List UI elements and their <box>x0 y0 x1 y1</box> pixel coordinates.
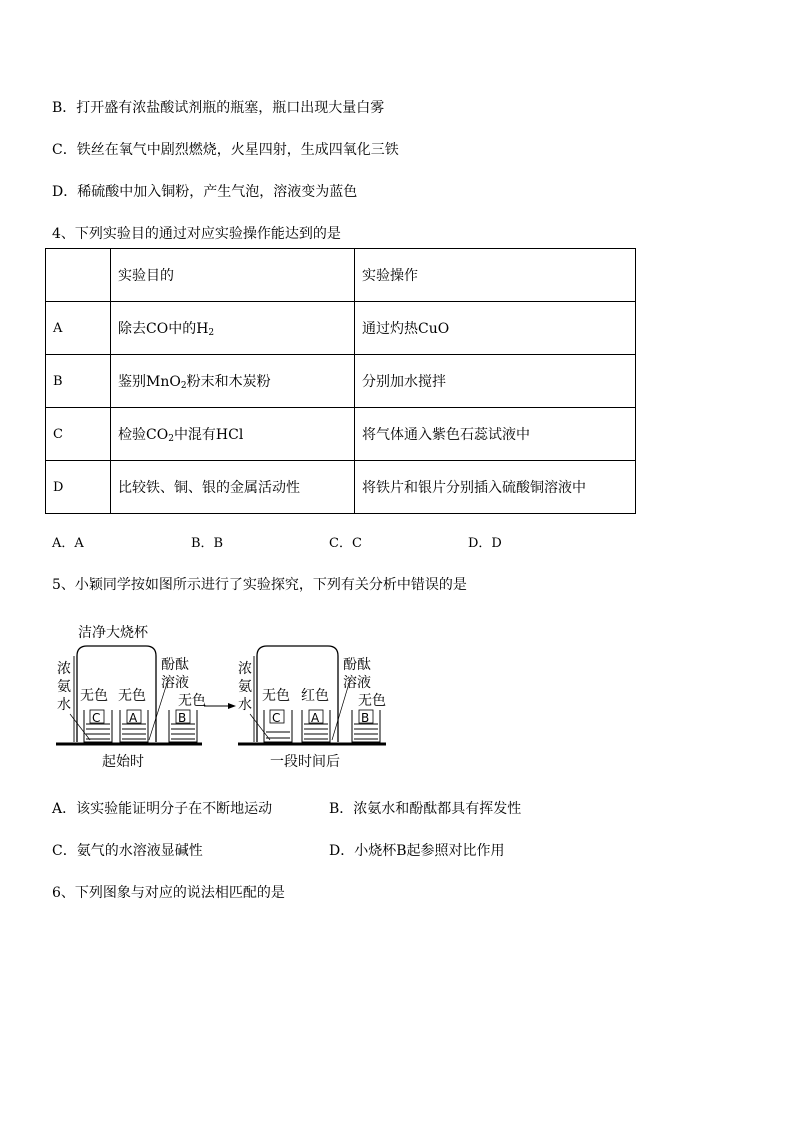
cup-c-letter-after: C <box>272 711 281 725</box>
cup-a-letter: A <box>129 711 138 725</box>
phenol-label-vertical-after: 酚酞 溶液 <box>343 657 371 691</box>
row-operation: 分别加水搅拌 <box>355 355 636 408</box>
q6-stem: 6、下列图象与对应的说法相匹配的是 <box>52 885 285 901</box>
row-label: D <box>46 461 111 514</box>
row-purpose: 除去CO中的$H_2$ <box>111 302 355 355</box>
beaker-label: 洁净大烧杯 <box>78 625 148 641</box>
q4-option-b: B．B <box>191 536 224 551</box>
header-purpose: 实验目的 <box>111 249 355 302</box>
q5-option-d: D．小烧杯B起参照对比作用 <box>329 843 505 859</box>
row-purpose: 鉴别MnO$_2$粉末和木炭粉 <box>111 355 355 408</box>
q4-option-c: C．C <box>329 536 362 551</box>
table-row <box>46 408 636 461</box>
q4-option-d: D．D <box>468 536 502 551</box>
cup-b-letter: B <box>178 711 187 725</box>
header-blank <box>46 249 111 302</box>
q5-stem: 5、小颖同学按如图所示进行了实验探究，下列有关分析中错误的是 <box>52 577 467 593</box>
row-purpose: 检验$CO_2$中混有HCl <box>111 408 355 461</box>
cup-a-status: 无色 <box>118 688 146 704</box>
cup-a-status-after: 红色 <box>301 688 329 704</box>
experiment-figure <box>50 618 400 776</box>
q4-option-a: A．A <box>52 536 84 551</box>
q4-stem: 4、下列实验目的通过对应实验操作能达到的是 <box>52 226 341 242</box>
row-operation: 通过灼热CuO <box>355 302 636 355</box>
caption-after: 一段时间后 <box>270 754 340 770</box>
q5-option-a: A．该实验能证明分子在不断地运动 <box>52 801 273 817</box>
row-label: B <box>46 355 111 408</box>
q3-option-b: B．打开盛有浓盐酸试剂瓶的瓶塞，瓶口出现大量白雾 <box>52 100 385 116</box>
cup-b-letter-after: B <box>361 711 370 725</box>
ammonia-label-vertical-after: 浓 氨 水 <box>238 661 252 713</box>
row-label: A <box>46 302 111 355</box>
q5-option-b: B．浓氨水和酚酞都具有挥发性 <box>329 801 522 817</box>
cup-c-letter: C <box>92 711 101 725</box>
table-row <box>46 302 636 355</box>
row-purpose: 比较铁、铜、银的金属活动性 <box>111 461 355 514</box>
phenol-label-vertical: 酚酞 溶液 <box>161 657 189 691</box>
header-operation: 实验操作 <box>355 249 636 302</box>
row-operation: 将铁片和银片分别插入硫酸铜溶液中 <box>355 461 636 514</box>
q5-option-c: C．氨气的水溶液显碱性 <box>52 843 203 859</box>
ammonia-label-vertical: 浓 氨 水 <box>57 661 71 713</box>
table-row <box>46 355 636 408</box>
table-header-row <box>46 249 636 302</box>
q3-option-c: C．铁丝在氧气中剧烈燃烧，火星四射，生成四氧化三铁 <box>52 142 399 158</box>
q3-option-d: D．稀硫酸中加入铜粉，产生气泡，溶液变为蓝色 <box>52 184 358 200</box>
row-label: C <box>46 408 111 461</box>
cup-b-status: 无色 <box>178 693 206 709</box>
cup-c-status-after: 无色 <box>262 688 290 704</box>
cup-c-status: 无色 <box>80 688 108 704</box>
row-operation: 将气体通入紫色石蕊试液中 <box>355 408 636 461</box>
caption-start: 起始时 <box>102 754 144 770</box>
cup-a-letter-after: A <box>311 711 320 725</box>
cup-b-status-after: 无色 <box>358 693 386 709</box>
table-row <box>46 461 636 514</box>
q4-table <box>45 248 636 514</box>
